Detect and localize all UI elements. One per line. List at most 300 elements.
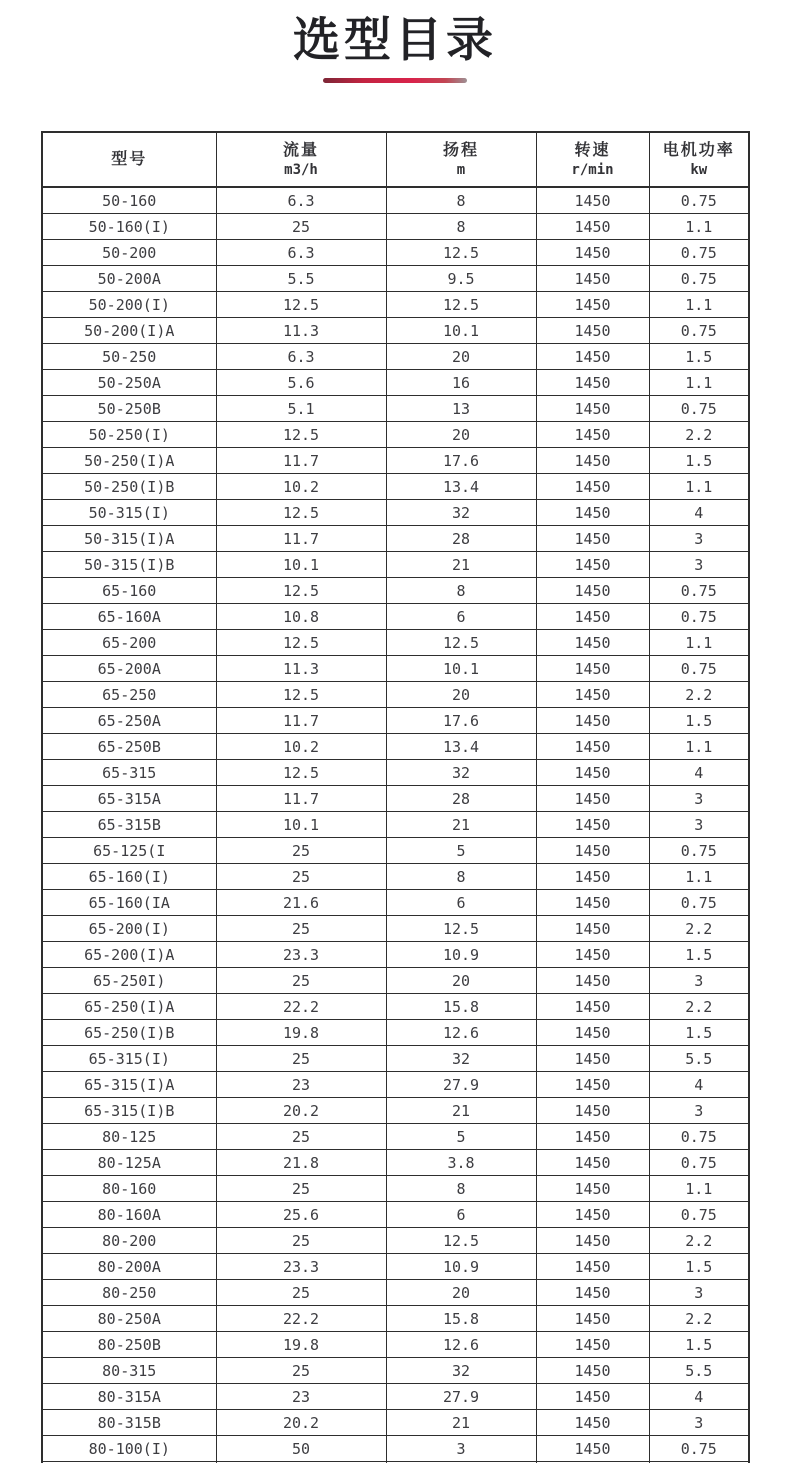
- table-row: [42, 240, 749, 266]
- table-cell-power: 1.5: [649, 448, 749, 474]
- table-cell-flow: 23: [216, 1072, 386, 1098]
- table-cell-flow: 6.3: [216, 240, 386, 266]
- table-cell-model: 65-315B: [42, 812, 216, 838]
- table-cell-flow: 25: [216, 1358, 386, 1384]
- table-cell-head: 6: [386, 604, 536, 630]
- col-header-flow-unit: m3/h: [284, 162, 318, 179]
- table-cell-power: 0.75: [649, 656, 749, 682]
- table-cell-flow: 6.3: [216, 344, 386, 370]
- table-row: [42, 1306, 749, 1332]
- table-cell-model: 65-250(I)B: [42, 1020, 216, 1046]
- table-cell-head: 6: [386, 1202, 536, 1228]
- table-row: [42, 682, 749, 708]
- table-cell-flow: 21.8: [216, 1150, 386, 1176]
- table-cell-model: 65-250I): [42, 968, 216, 994]
- table-row: [42, 916, 749, 942]
- table-cell-power: 4: [649, 1384, 749, 1410]
- table-cell-power: 0.75: [649, 396, 749, 422]
- table-cell-model: 50-200A: [42, 266, 216, 292]
- table-cell-head: 3.8: [386, 1150, 536, 1176]
- table-cell-model: 80-200A: [42, 1254, 216, 1280]
- col-header-power-unit: kw: [690, 162, 708, 179]
- table-cell-speed: 1450: [536, 1124, 649, 1150]
- table-cell-head: 9.5: [386, 266, 536, 292]
- table-cell-power: 3: [649, 1280, 749, 1306]
- table-cell-head: 16: [386, 370, 536, 396]
- table-row: [42, 630, 749, 656]
- selection-table: [41, 131, 750, 1463]
- table-cell-power: 1.1: [649, 214, 749, 240]
- table-cell-flow: 25: [216, 1280, 386, 1306]
- table-cell-power: 3: [649, 1410, 749, 1436]
- table-row: [42, 1228, 749, 1254]
- table-row: [42, 187, 749, 214]
- table-row: [42, 552, 749, 578]
- table-cell-speed: 1450: [536, 474, 649, 500]
- table-row: [42, 786, 749, 812]
- table-cell-speed: 1450: [536, 760, 649, 786]
- table-cell-model: 65-200A: [42, 656, 216, 682]
- table-cell-power: 1.5: [649, 344, 749, 370]
- table-cell-model: 65-315(I): [42, 1046, 216, 1072]
- table-cell-flow: 50: [216, 1436, 386, 1462]
- table-cell-head: 12.6: [386, 1332, 536, 1358]
- table-cell-model: 65-200: [42, 630, 216, 656]
- table-cell-head: 10.1: [386, 656, 536, 682]
- table-cell-model: 65-160: [42, 578, 216, 604]
- table-cell-flow: 10.1: [216, 552, 386, 578]
- table-cell-speed: 1450: [536, 370, 649, 396]
- table-cell-flow: 25: [216, 916, 386, 942]
- table-cell-flow: 20.2: [216, 1098, 386, 1124]
- table-cell-speed: 1450: [536, 838, 649, 864]
- table-cell-head: 32: [386, 1358, 536, 1384]
- table-cell-head: 21: [386, 1098, 536, 1124]
- table-cell-model: 65-315(I)B: [42, 1098, 216, 1124]
- table-cell-flow: 23.3: [216, 942, 386, 968]
- col-header-model: [42, 132, 216, 187]
- table-cell-speed: 1450: [536, 292, 649, 318]
- table-cell-model: 65-250: [42, 682, 216, 708]
- table-cell-flow: 25: [216, 1046, 386, 1072]
- table-cell-power: 1.1: [649, 734, 749, 760]
- table-cell-model: 50-315(I)A: [42, 526, 216, 552]
- table-row: [42, 1124, 749, 1150]
- table-cell-head: 8: [386, 214, 536, 240]
- table-cell-head: 27.9: [386, 1384, 536, 1410]
- table-cell-power: 0.75: [649, 187, 749, 214]
- table-cell-speed: 1450: [536, 786, 649, 812]
- table-cell-head: 10.9: [386, 942, 536, 968]
- table-cell-speed: 1450: [536, 916, 649, 942]
- table-cell-head: 12.5: [386, 916, 536, 942]
- table-cell-power: 0.75: [649, 266, 749, 292]
- table-cell-flow: 5.5: [216, 266, 386, 292]
- table-cell-speed: 1450: [536, 1150, 649, 1176]
- table-cell-speed: 1450: [536, 630, 649, 656]
- table-cell-power: 0.75: [649, 240, 749, 266]
- table-cell-head: 8: [386, 864, 536, 890]
- table-row: [42, 734, 749, 760]
- title-block: [0, 0, 790, 83]
- table-row: [42, 1202, 749, 1228]
- table-cell-speed: 1450: [536, 526, 649, 552]
- table-cell-flow: 11.7: [216, 448, 386, 474]
- page-title: 选型目录: [293, 13, 497, 66]
- table-cell-model: 80-160A: [42, 1202, 216, 1228]
- table-cell-flow: 25: [216, 838, 386, 864]
- table-cell-speed: 1450: [536, 968, 649, 994]
- table-cell-power: 1.5: [649, 1332, 749, 1358]
- table-cell-head: 20: [386, 968, 536, 994]
- table-cell-flow: 23.3: [216, 1254, 386, 1280]
- table-cell-speed: 1450: [536, 942, 649, 968]
- table-cell-flow: 12.5: [216, 760, 386, 786]
- table-cell-power: 1.5: [649, 708, 749, 734]
- table-cell-power: 5.5: [649, 1046, 749, 1072]
- table-header-row: [42, 132, 749, 187]
- table-cell-model: 50-200(I)A: [42, 318, 216, 344]
- table-cell-speed: 1450: [536, 318, 649, 344]
- table-cell-head: 20: [386, 344, 536, 370]
- table-cell-head: 5: [386, 838, 536, 864]
- table-cell-flow: 22.2: [216, 994, 386, 1020]
- table-row: [42, 500, 749, 526]
- col-header-speed-unit: r/min: [571, 162, 614, 179]
- table-cell-speed: 1450: [536, 1306, 649, 1332]
- table-row: [42, 1436, 749, 1462]
- table-row: [42, 1020, 749, 1046]
- table-cell-speed: 1450: [536, 1436, 649, 1462]
- table-row: [42, 266, 749, 292]
- table-cell-speed: 1450: [536, 396, 649, 422]
- table-row: [42, 1176, 749, 1202]
- table-cell-head: 27.9: [386, 1072, 536, 1098]
- table-row: [42, 812, 749, 838]
- table-cell-model: 65-160(I): [42, 864, 216, 890]
- table-cell-head: 17.6: [386, 708, 536, 734]
- table-cell-head: 3: [386, 1436, 536, 1462]
- table-row: [42, 578, 749, 604]
- table-body: [42, 187, 749, 1463]
- table-cell-speed: 1450: [536, 604, 649, 630]
- table-cell-speed: 1450: [536, 890, 649, 916]
- table-cell-speed: 1450: [536, 448, 649, 474]
- table-cell-flow: 11.3: [216, 318, 386, 344]
- table-cell-power: 1.5: [649, 1020, 749, 1046]
- table-cell-power: 0.75: [649, 1124, 749, 1150]
- col-header-power-label: 电机功率: [662, 141, 735, 159]
- table-cell-head: 12.5: [386, 1228, 536, 1254]
- table-cell-flow: 25: [216, 1228, 386, 1254]
- table-cell-power: 3: [649, 1098, 749, 1124]
- table-cell-flow: 12.5: [216, 630, 386, 656]
- table-cell-model: 50-250B: [42, 396, 216, 422]
- table-cell-flow: 12.5: [216, 578, 386, 604]
- table-row: [42, 968, 749, 994]
- table-cell-model: 65-160(IA: [42, 890, 216, 916]
- table-cell-power: 0.75: [649, 1436, 749, 1462]
- table-cell-head: 21: [386, 552, 536, 578]
- table-cell-flow: 19.8: [216, 1332, 386, 1358]
- table-row: [42, 994, 749, 1020]
- table-cell-speed: 1450: [536, 1254, 649, 1280]
- table-cell-head: 10.1: [386, 318, 536, 344]
- table-row: [42, 474, 749, 500]
- table-cell-speed: 1450: [536, 864, 649, 890]
- table-cell-model: 50-315(I): [42, 500, 216, 526]
- table-cell-power: 1.1: [649, 864, 749, 890]
- table-cell-head: 13.4: [386, 734, 536, 760]
- table-cell-head: 8: [386, 1176, 536, 1202]
- table-cell-power: 2.2: [649, 422, 749, 448]
- table-cell-power: 4: [649, 760, 749, 786]
- table-cell-flow: 25: [216, 1176, 386, 1202]
- table-cell-flow: 10.1: [216, 812, 386, 838]
- table-cell-model: 65-315A: [42, 786, 216, 812]
- col-header-flow: [216, 132, 386, 187]
- table-cell-model: 50-250(I)A: [42, 448, 216, 474]
- table-cell-head: 6: [386, 890, 536, 916]
- table-cell-power: 1.1: [649, 292, 749, 318]
- table-cell-flow: 12.5: [216, 682, 386, 708]
- table-cell-flow: 19.8: [216, 1020, 386, 1046]
- table-cell-power: 3: [649, 552, 749, 578]
- table-cell-head: 21: [386, 1410, 536, 1436]
- table-cell-head: 10.9: [386, 1254, 536, 1280]
- table-cell-flow: 12.5: [216, 500, 386, 526]
- table-row: [42, 292, 749, 318]
- table-cell-model: 65-250B: [42, 734, 216, 760]
- table-cell-head: 20: [386, 682, 536, 708]
- table-row: [42, 890, 749, 916]
- table-cell-flow: 11.7: [216, 708, 386, 734]
- table-cell-power: 2.2: [649, 994, 749, 1020]
- table-cell-flow: 6.3: [216, 187, 386, 214]
- table-cell-head: 28: [386, 786, 536, 812]
- table-cell-head: 8: [386, 578, 536, 604]
- table-cell-speed: 1450: [536, 1046, 649, 1072]
- table-cell-speed: 1450: [536, 1332, 649, 1358]
- table-cell-model: 65-160A: [42, 604, 216, 630]
- table-row: [42, 448, 749, 474]
- table-cell-power: 2.2: [649, 916, 749, 942]
- table-cell-speed: 1450: [536, 682, 649, 708]
- table-cell-speed: 1450: [536, 344, 649, 370]
- table-cell-head: 32: [386, 1046, 536, 1072]
- title-underline-decoration: [323, 78, 467, 83]
- table-cell-head: 21: [386, 812, 536, 838]
- table-cell-head: 20: [386, 1280, 536, 1306]
- table-cell-power: 2.2: [649, 1228, 749, 1254]
- table-cell-head: 13: [386, 396, 536, 422]
- table-cell-head: 15.8: [386, 994, 536, 1020]
- table-cell-flow: 12.5: [216, 292, 386, 318]
- table-cell-speed: 1450: [536, 1176, 649, 1202]
- table-cell-power: 3: [649, 968, 749, 994]
- table-cell-speed: 1450: [536, 214, 649, 240]
- table-row: [42, 708, 749, 734]
- table-cell-speed: 1450: [536, 500, 649, 526]
- table-cell-flow: 10.8: [216, 604, 386, 630]
- table-cell-model: 80-200: [42, 1228, 216, 1254]
- table-cell-model: 65-200(I)A: [42, 942, 216, 968]
- table-cell-flow: 5.6: [216, 370, 386, 396]
- table-row: [42, 1046, 749, 1072]
- table-cell-power: 4: [649, 1072, 749, 1098]
- table-cell-speed: 1450: [536, 734, 649, 760]
- table-cell-model: 65-250(I)A: [42, 994, 216, 1020]
- table-cell-model: 80-100(I): [42, 1436, 216, 1462]
- table-cell-power: 0.75: [649, 318, 749, 344]
- table-cell-speed: 1450: [536, 656, 649, 682]
- table-cell-model: 80-250: [42, 1280, 216, 1306]
- col-header-speed-label: 转速: [574, 141, 611, 159]
- table-cell-speed: 1450: [536, 578, 649, 604]
- table-cell-power: 2.2: [649, 1306, 749, 1332]
- table-cell-power: 0.75: [649, 1150, 749, 1176]
- table-cell-head: 13.4: [386, 474, 536, 500]
- table-cell-head: 32: [386, 500, 536, 526]
- table-row: [42, 1384, 749, 1410]
- table-cell-model: 50-250: [42, 344, 216, 370]
- table-cell-speed: 1450: [536, 552, 649, 578]
- table-row: [42, 942, 749, 968]
- table-cell-power: 5.5: [649, 1358, 749, 1384]
- table-cell-model: 50-200: [42, 240, 216, 266]
- table-cell-power: 1.1: [649, 474, 749, 500]
- table-row: [42, 1098, 749, 1124]
- table-cell-model: 65-125(I: [42, 838, 216, 864]
- table-cell-speed: 1450: [536, 422, 649, 448]
- table-cell-model: 50-250(I): [42, 422, 216, 448]
- table-cell-speed: 1450: [536, 1228, 649, 1254]
- table-row: [42, 1280, 749, 1306]
- table-cell-head: 15.8: [386, 1306, 536, 1332]
- table-row: [42, 1358, 749, 1384]
- table-cell-power: 1.1: [649, 1176, 749, 1202]
- col-header-flow-label: 流量: [282, 141, 319, 159]
- table-cell-power: 3: [649, 526, 749, 552]
- table-row: [42, 1332, 749, 1358]
- table-cell-speed: 1450: [536, 994, 649, 1020]
- table-row: [42, 422, 749, 448]
- table-cell-model: 80-315: [42, 1358, 216, 1384]
- table-cell-power: 0.75: [649, 604, 749, 630]
- table-cell-speed: 1450: [536, 240, 649, 266]
- table-cell-flow: 11.7: [216, 786, 386, 812]
- table-cell-flow: 23: [216, 1384, 386, 1410]
- col-header-speed: [536, 132, 649, 187]
- table-cell-speed: 1450: [536, 266, 649, 292]
- table-cell-model: 80-250B: [42, 1332, 216, 1358]
- table-cell-flow: 20.2: [216, 1410, 386, 1436]
- table-cell-model: 65-200(I): [42, 916, 216, 942]
- col-header-head-unit: m: [456, 162, 466, 179]
- table-cell-speed: 1450: [536, 187, 649, 214]
- table-cell-power: 0.75: [649, 890, 749, 916]
- table-cell-power: 1.1: [649, 370, 749, 396]
- table-cell-model: 80-125: [42, 1124, 216, 1150]
- table-cell-head: 12.5: [386, 630, 536, 656]
- table-cell-head: 12.6: [386, 1020, 536, 1046]
- table-cell-head: 12.5: [386, 292, 536, 318]
- table-cell-model: 65-250A: [42, 708, 216, 734]
- table-cell-speed: 1450: [536, 1072, 649, 1098]
- table-row: [42, 1072, 749, 1098]
- table-row: [42, 1254, 749, 1280]
- table-cell-head: 17.6: [386, 448, 536, 474]
- table-cell-model: 50-200(I): [42, 292, 216, 318]
- table-cell-head: 28: [386, 526, 536, 552]
- table-cell-flow: 12.5: [216, 422, 386, 448]
- table-cell-speed: 1450: [536, 1280, 649, 1306]
- table-cell-power: 2.2: [649, 682, 749, 708]
- table-cell-speed: 1450: [536, 812, 649, 838]
- table-cell-model: 80-125A: [42, 1150, 216, 1176]
- table-row: [42, 214, 749, 240]
- table-cell-head: 5: [386, 1124, 536, 1150]
- table-cell-model: 80-160: [42, 1176, 216, 1202]
- table-cell-flow: 25: [216, 968, 386, 994]
- table-cell-power: 0.75: [649, 838, 749, 864]
- table-cell-power: 0.75: [649, 1202, 749, 1228]
- table-cell-flow: 21.6: [216, 890, 386, 916]
- table-row: [42, 1150, 749, 1176]
- table-cell-power: 0.75: [649, 578, 749, 604]
- table-cell-flow: 25: [216, 1124, 386, 1150]
- table-row: [42, 318, 749, 344]
- table-cell-model: 80-315B: [42, 1410, 216, 1436]
- table-cell-power: 3: [649, 786, 749, 812]
- col-header-head: [386, 132, 536, 187]
- table-cell-head: 20: [386, 422, 536, 448]
- table-row: [42, 1410, 749, 1436]
- table-row: [42, 656, 749, 682]
- table-cell-model: 50-160: [42, 187, 216, 214]
- table-cell-head: 32: [386, 760, 536, 786]
- table-cell-flow: 5.1: [216, 396, 386, 422]
- table-cell-head: 8: [386, 187, 536, 214]
- table-cell-speed: 1450: [536, 708, 649, 734]
- table-row: [42, 526, 749, 552]
- col-header-model-label: 型号: [111, 150, 148, 168]
- table-cell-head: 12.5: [386, 240, 536, 266]
- table-cell-speed: 1450: [536, 1020, 649, 1046]
- table-cell-power: 3: [649, 812, 749, 838]
- table-cell-flow: 22.2: [216, 1306, 386, 1332]
- table-row: [42, 760, 749, 786]
- table-row: [42, 370, 749, 396]
- table-row: [42, 344, 749, 370]
- table-row: [42, 604, 749, 630]
- table-cell-speed: 1450: [536, 1358, 649, 1384]
- table-cell-model: 50-250A: [42, 370, 216, 396]
- table-cell-power: 1.1: [649, 630, 749, 656]
- table-cell-flow: 25: [216, 864, 386, 890]
- table-cell-flow: 25.6: [216, 1202, 386, 1228]
- table-cell-model: 50-315(I)B: [42, 552, 216, 578]
- table-cell-model: 80-315A: [42, 1384, 216, 1410]
- table-cell-model: 80-250A: [42, 1306, 216, 1332]
- table-cell-flow: 25: [216, 214, 386, 240]
- table-cell-speed: 1450: [536, 1098, 649, 1124]
- table-cell-flow: 11.7: [216, 526, 386, 552]
- table-cell-speed: 1450: [536, 1410, 649, 1436]
- table-cell-power: 1.5: [649, 1254, 749, 1280]
- table-cell-model: 65-315(I)A: [42, 1072, 216, 1098]
- table-cell-flow: 10.2: [216, 474, 386, 500]
